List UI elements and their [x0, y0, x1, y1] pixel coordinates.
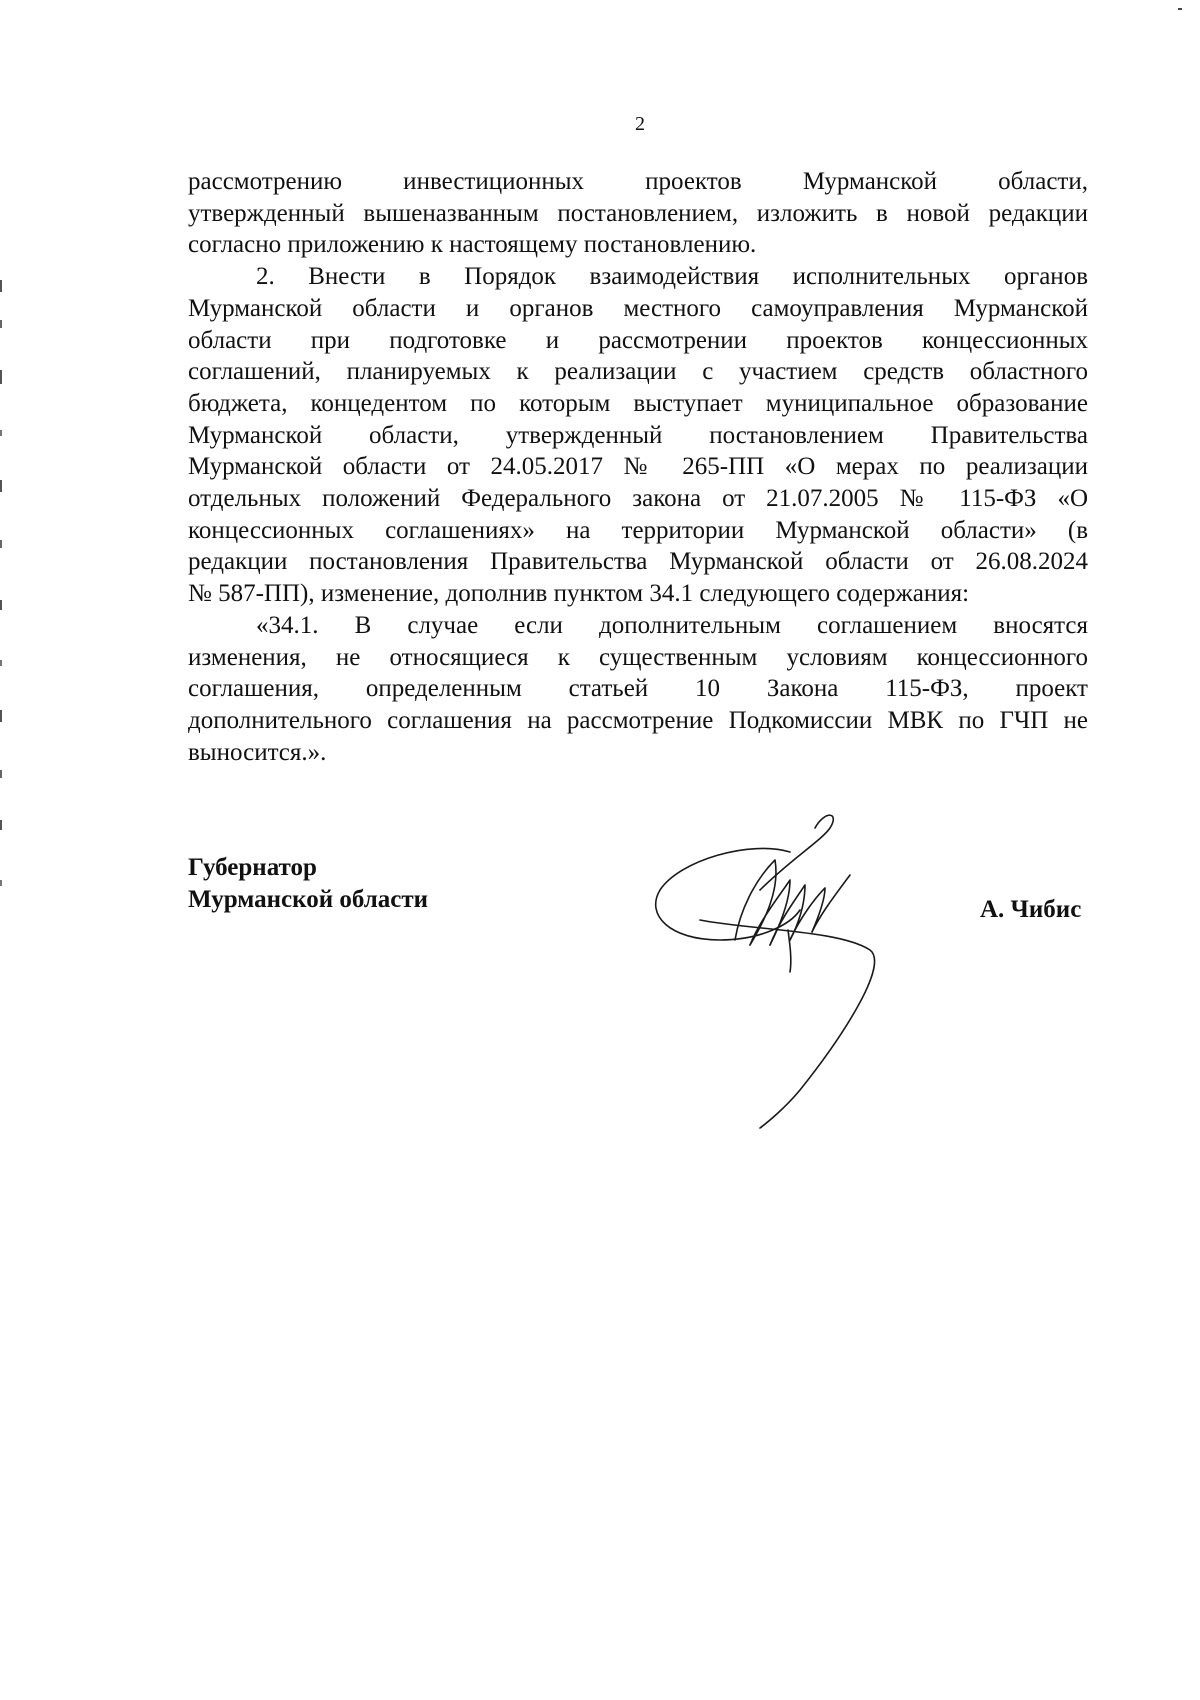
handwritten-signature-icon	[640, 800, 920, 1130]
body-line: утвержденный вышеназванным постановлением, изложить в новой редакции	[188, 199, 1088, 227]
body-line: Мурманской области, утвержденный постановлением Правительства	[188, 421, 1088, 449]
signatory-title: Губернатор	[188, 854, 317, 881]
document-body	[188, 166, 1088, 768]
body-line: отдельных положений Федерального закона от 21.07.2005 № 115-ФЗ «О	[188, 485, 1088, 513]
scan-corner-mark	[1178, 8, 1182, 10]
scan-margin-marks	[0, 280, 3, 930]
paragraph-2-start: 2. Внести в Порядок взаимодействия исполнительных органов	[256, 263, 1088, 291]
body-line: бюджета, концедентом по которым выступает муниципальное образование	[188, 389, 1088, 417]
body-line: дополнительного соглашения на рассмотрение Подкомиссии МВК по ГЧП не	[188, 706, 1088, 734]
body-line: концессионных соглашениях» на территории Мурманской области» (в	[188, 516, 1088, 544]
body-line: согласно приложению к настоящему постановлению.	[188, 231, 757, 259]
signatory-name: А. Чибис	[980, 896, 1082, 923]
body-line: области при подготовке и рассмотрении проектов концессионных	[188, 326, 1088, 354]
body-line: № 587-ПП), изменение, дополнив пунктом 34.1 следующего содержания:	[188, 580, 970, 608]
quoted-clause-start: «34.1. В случае если дополнительным соглашением вносятся	[256, 611, 1088, 639]
body-line: Мурманской области от 24.05.2017 № 265-ПП «О мерах по реализации	[188, 453, 1088, 481]
body-line: редакции постановления Правительства Мурманской области от 26.08.2024	[188, 548, 1088, 576]
body-line: соглашения, определенным статьей 10 Закона 115-ФЗ, проект	[188, 675, 1088, 703]
body-line: выносится.».	[188, 738, 327, 766]
body-line: рассмотрению инвестиционных проектов Мурманской области,	[188, 168, 1088, 195]
body-line: соглашений, планируемых к реализации с участием средств областного	[188, 358, 1088, 386]
body-line: изменения, не относящиеся к существенным условиям концессионного	[188, 643, 1088, 671]
signatory-position	[188, 852, 428, 916]
signatory-region: Мурманской области	[188, 886, 429, 913]
page-number: 2	[635, 113, 645, 135]
body-line: Мурманской области и органов местного самоуправления Мурманской	[188, 294, 1088, 322]
